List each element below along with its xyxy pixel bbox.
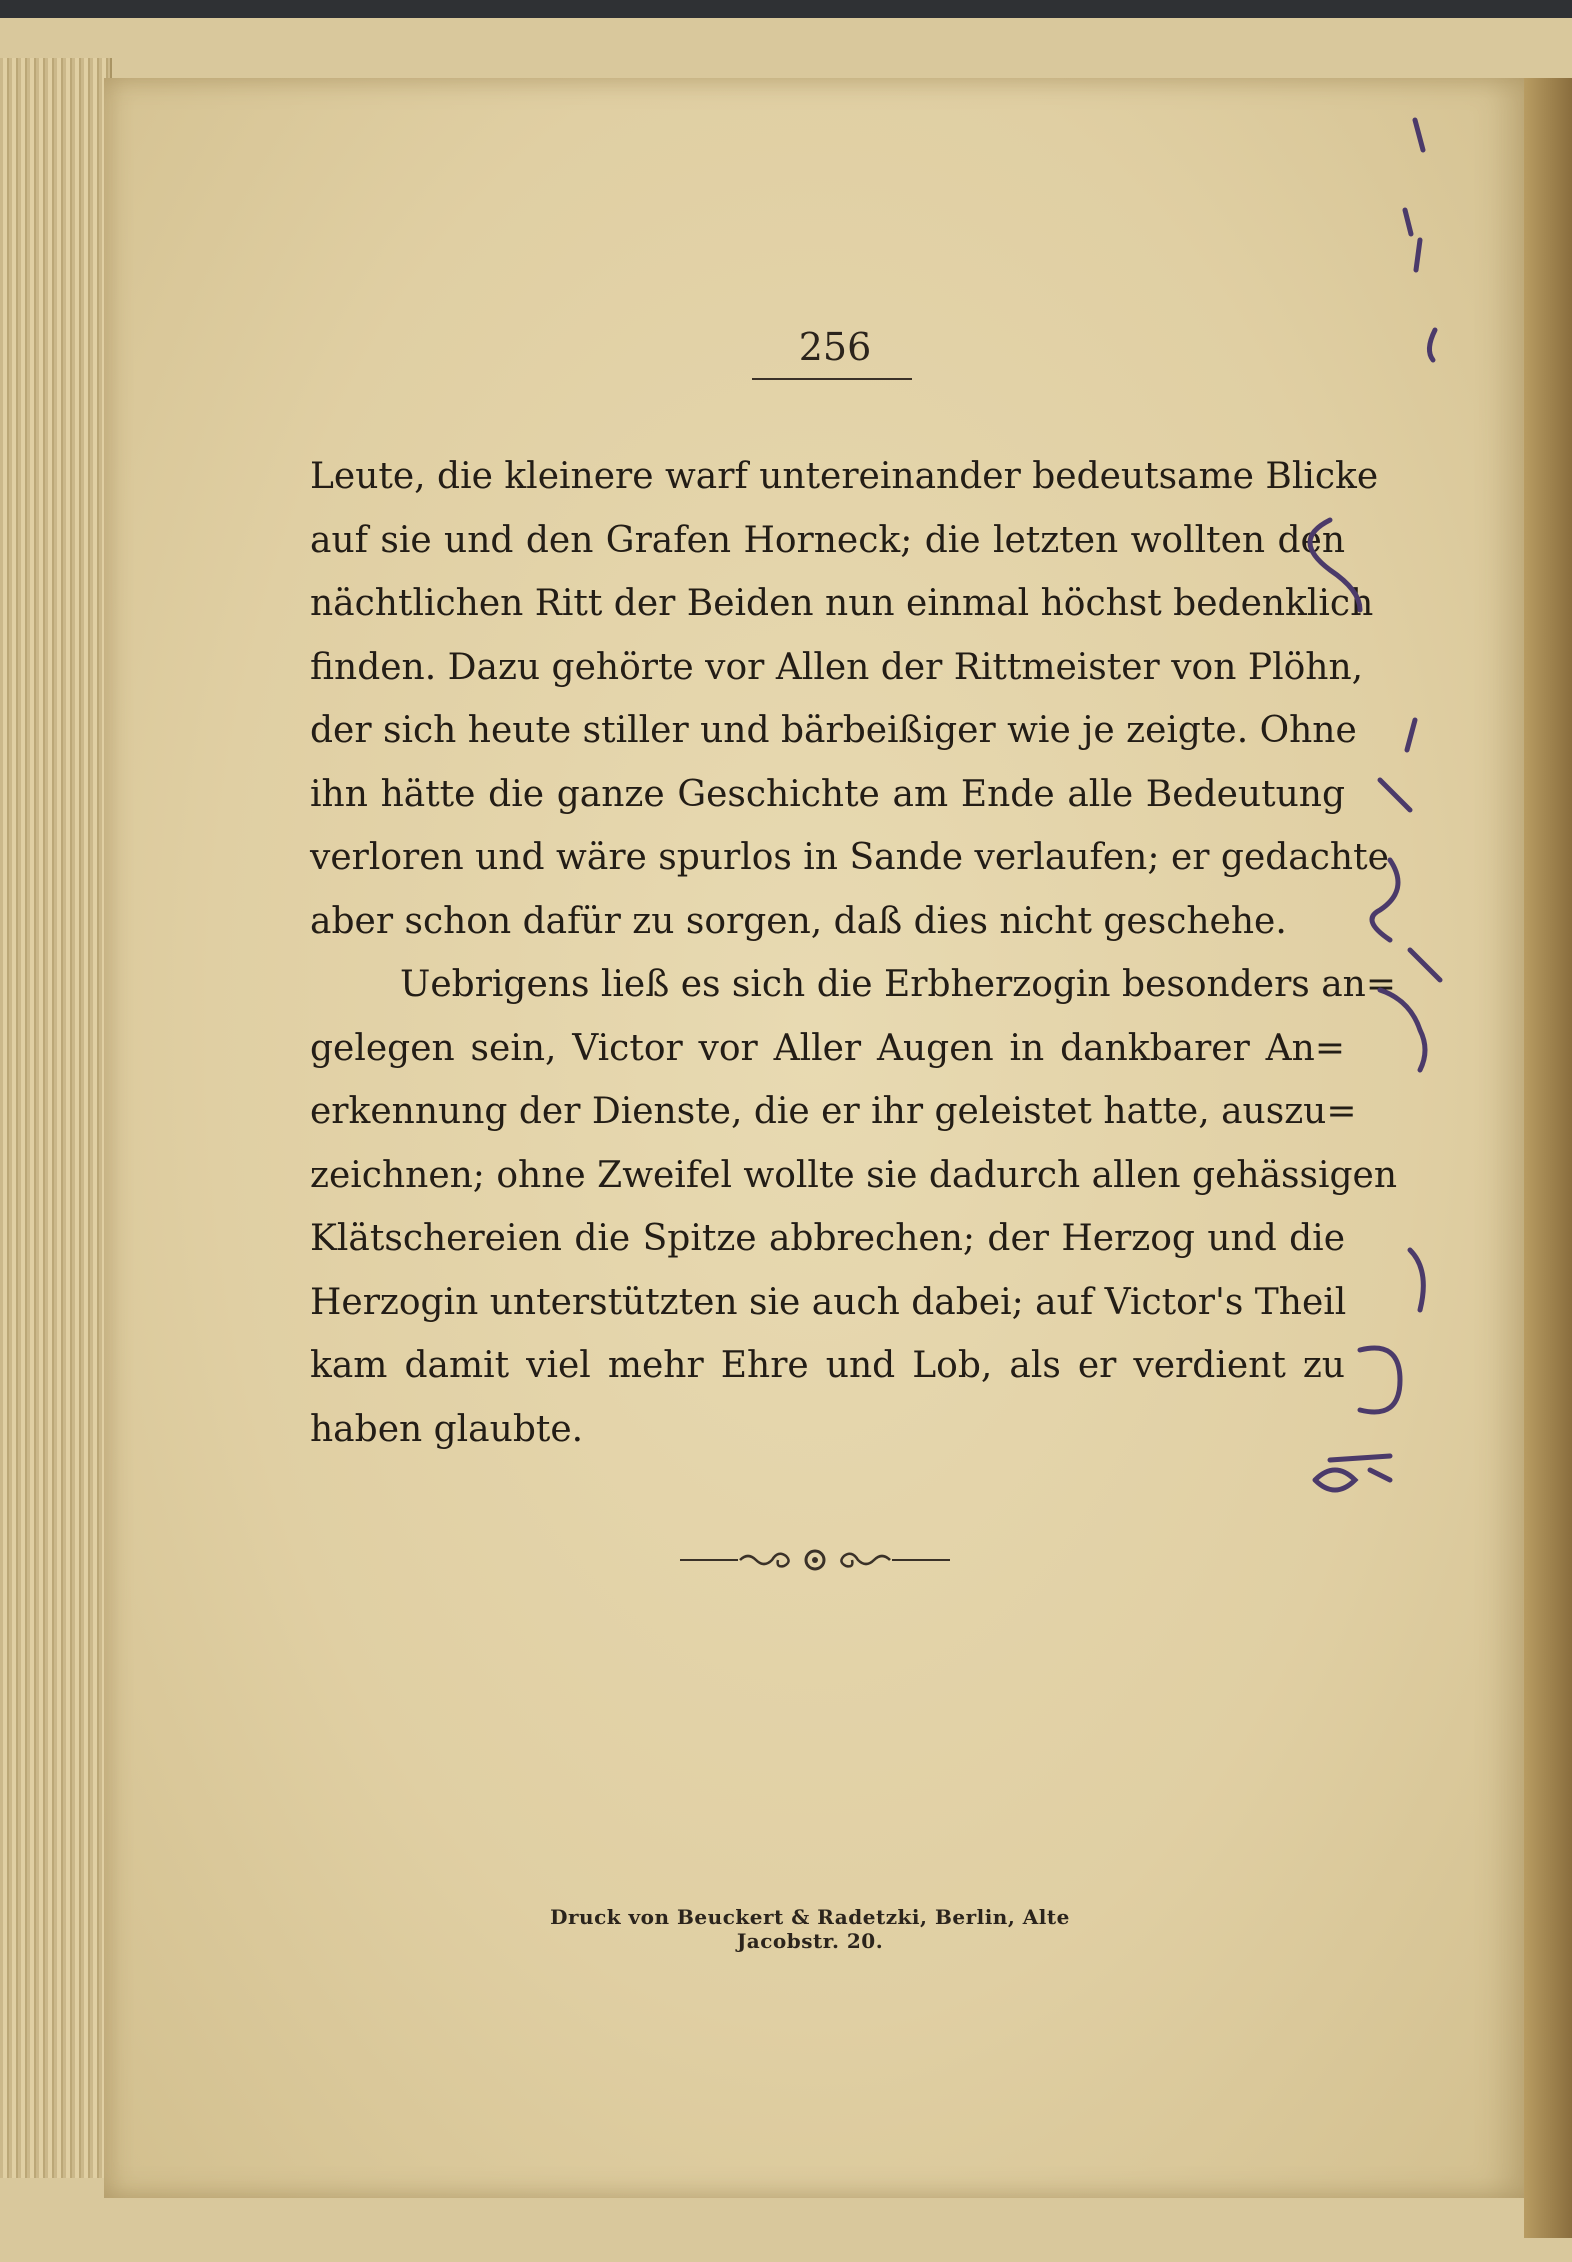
end-ornament	[680, 1542, 950, 1578]
page-edges	[0, 58, 112, 2178]
text-line: Klätschereien die Spitze abbrechen; der Herzog und die	[310, 1218, 1345, 1259]
text-line: aber schon dafür zu sorgen, daß dies nicht geschehe.	[310, 900, 1287, 942]
text-line: auf sie und den Grafen Horneck; die letzten wollten den	[310, 519, 1345, 561]
text-line: Uebrigens ließ es sich die Erbherzogin besonders an=	[400, 964, 1397, 1005]
text-line: ihn hätte die ganze Geschichte am Ende alle Bedeutung	[310, 773, 1345, 815]
text-line: gelegen sein, Victor vor Aller Augen in dankbarer An=	[310, 1027, 1345, 1069]
text-line: haben glaubte.	[310, 1408, 584, 1450]
text-line: Leute, die kleinere warf untereinander bedeutsame Blicke	[310, 456, 1379, 497]
text-line: der sich heute stiller und bärbeißiger wie je zeigte. Ohne	[310, 710, 1357, 751]
text-line: verloren und wäre spurlos in Sande verlaufen; er gedachte	[310, 837, 1389, 878]
text-line: kam damit viel mehr Ehre und Lob, als er verdient zu	[310, 1345, 1345, 1386]
page-number: 256	[798, 325, 872, 369]
printer-imprint: Druck von Beuckert & Radetzki, Berlin, Alte Jacobstr. 20.	[550, 1905, 1070, 1953]
text-line: erkennung der Dienste, die er ihr geleistet hatte, auszu=	[310, 1091, 1357, 1132]
page-number-rule	[752, 378, 912, 380]
text-line: zeichnen; ohne Zweifel wollte sie dadurch allen gehässigen	[310, 1154, 1398, 1196]
margin-pencil-marks	[1230, 100, 1480, 1550]
body-text	[310, 445, 1398, 1461]
text-line: finden. Dazu gehörte vor Allen der Rittmeister von Plöhn,	[310, 646, 1364, 688]
cover-edge	[1524, 78, 1572, 2238]
text-line: Herzogin unterstützten sie auch dabei; auf Victor's Theil	[310, 1281, 1347, 1323]
text-line: nächtlichen Ritt der Beiden nun einmal höchst bedenklich	[310, 583, 1374, 624]
